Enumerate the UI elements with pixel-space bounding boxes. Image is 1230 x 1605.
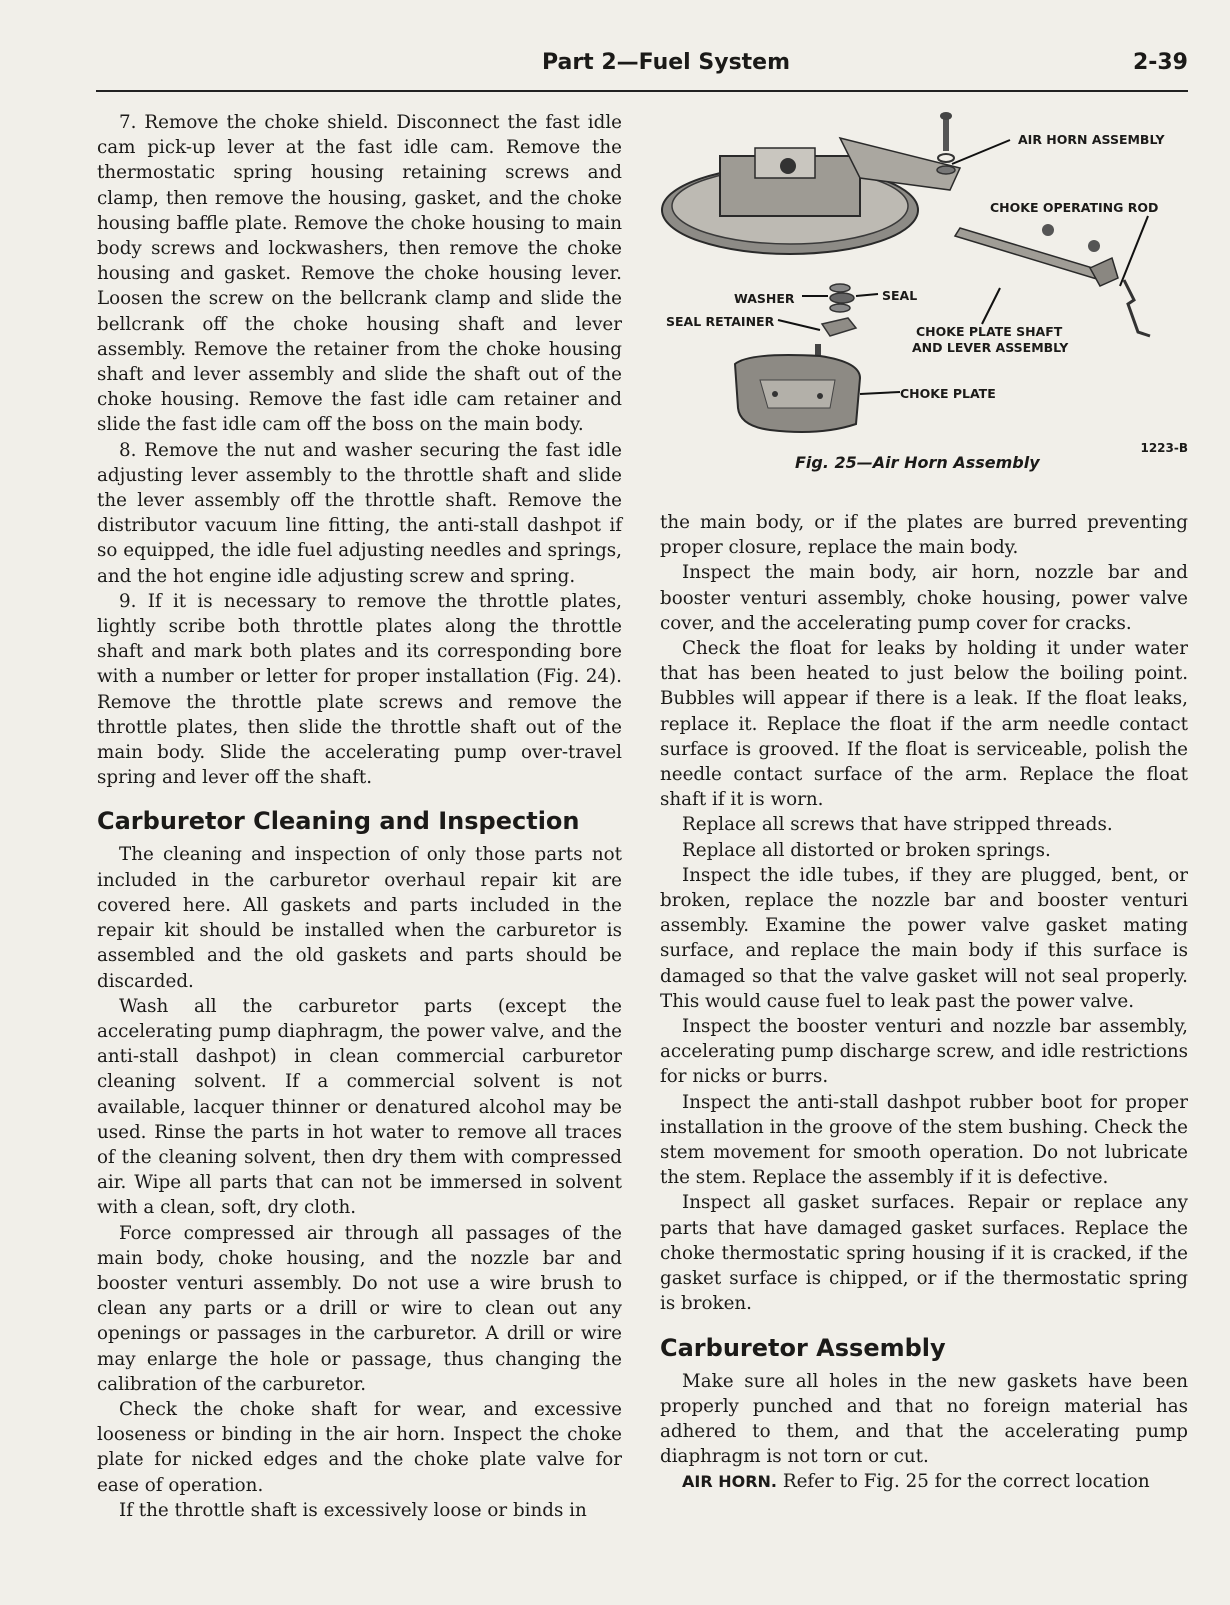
runin-text: Refer to Fig. 25 for the correct location xyxy=(777,1471,1150,1493)
label-seal-retainer: SEAL RETAINER xyxy=(666,314,775,329)
body-paragraph: The cleaning and inspection of only those parts not included in the carburetor overhaul repair kit are covered here. All gaskets and parts included in the repair kit should be installed when the carburetor is assembled and the old gaskets and parts should be discarded. xyxy=(97,844,622,992)
label-choke-plate: CHOKE PLATE xyxy=(900,386,996,401)
section-heading-assembly: Carburetor Assembly xyxy=(660,1333,946,1362)
body-paragraph: Inspect the main body, air horn, nozzle bar and booster venturi assembly, choke housing, power valve cover, and the accelerating pump cover for cracks. xyxy=(660,562,1188,634)
label-seal: SEAL xyxy=(882,288,918,303)
body-paragraph: Check the float for leaks by holding it under water that has been heated to just below the boiling point. Bubbles will appear if there is a leak. If the float leaks, replace it. Replace the float if the arm needle contact surface is grooved. If the float is serviceable, polish the needle contact surface of the arm. Replace the float shaft if it is worn. xyxy=(660,638,1188,811)
body-paragraph: 9. If it is necessary to remove the throttle plates, lightly scribe both throttle plates along the throttle shaft and mark both plates and its corresponding bore with a number or letter for proper installation (Fig. 24). Remove the throttle plate screws and remove the throttle plates, then slide the throttle shaft out of the main body. Slide the accelerating pump over-travel spring and lever off the shaft. xyxy=(97,590,622,789)
body-paragraph: Inspect the anti-stall dashpot rubber boot for proper installation in the groove of the stem bushing. Check the stem movement for smooth operation. Do not lubricate the stem. Replace the assembly if it is defective. xyxy=(660,1091,1188,1189)
body-paragraph: Make sure all holes in the new gaskets have been properly punched and that no foreign material has adhered to them, and that the accelerating pump diaphragm is not torn or cut. xyxy=(660,1370,1188,1468)
label-choke-operating-rod: CHOKE OPERATING ROD xyxy=(990,200,1159,215)
label-choke-plate-shaft-line2: AND LEVER ASSEMBLY xyxy=(912,340,1069,355)
body-paragraph: If the throttle shaft is excessively loose or binds in xyxy=(119,1499,587,1521)
runin-label: AIR HORN. xyxy=(682,1472,778,1492)
page-header xyxy=(96,50,1188,92)
body-paragraph: Replace all distorted or broken springs. xyxy=(682,839,1051,861)
body-paragraph: 8. Remove the nut and washer securing the fast idle adjusting lever assembly to the throttle shaft and slide the lever assembly off the throttle shaft. Remove the distributor vacuum line fitting, the anti-stall dashpot if so equipped, the idle fuel adjusting needles and springs, and the hot engine idle adjusting screw and spring. xyxy=(97,439,622,587)
body-paragraph: Inspect all gasket surfaces. Repair or replace any parts that have damaged gasket surfaces. Replace the choke thermostatic spring housing if it is cracked, if the gasket surface is chipped, or if the thermostatic spring is broken. xyxy=(660,1192,1188,1315)
right-column xyxy=(660,510,1188,1495)
body-paragraph: the main body, or if the plates are burred preventing proper closure, replace the main body. xyxy=(660,512,1188,559)
body-paragraph: Inspect the booster venturi and nozzle bar assembly, accelerating pump discharge screw, and idle restrictions for nicks or burrs. xyxy=(660,1016,1188,1088)
body-paragraph-air-horn xyxy=(660,1469,1188,1494)
figure-air-horn xyxy=(660,108,1190,488)
body-paragraph: Check the choke shaft for wear, and excessive looseness or binding in the air horn. Inspect the choke plate for nicked edges and the choke plate valve for ease of operation. xyxy=(97,1398,622,1496)
label-washer: WASHER xyxy=(734,291,795,306)
left-column xyxy=(97,110,622,1523)
body-paragraph: 7. Remove the choke shield. Disconnect the fast idle cam pick-up lever at the fast idle cam. Remove the thermostatic spring housing retaining screws and clamp, then remove the housing, gasket, and the choke housing baffle plate. Remove the choke housing to main body screws and lockwashers, then remove the choke housing and gasket. Remove the choke housing lever. Loosen the screw on the bellcrank clamp and slide the bellcrank off the choke housing shaft and lever assembly. Remove the retainer from the choke housing shaft and lever assembly and slide the shaft out of the choke housing. Remove the fast idle cam retainer and slide the fast idle cam off the boss on the main body. xyxy=(97,112,622,436)
section-heading-cleaning: Carburetor Cleaning and Inspection xyxy=(97,807,580,836)
running-head-title: Part 2—Fuel System xyxy=(541,50,791,75)
body-paragraph: Force compressed air through all passages of the main body, choke housing, and the nozzle bar and booster venturi assembly. Do not use a wire brush to clean any parts or a drill or wire to clean out any openings or passages in the carburetor. A drill or wire may enlarge the hole or passage, thus changing the calibration of the carburetor. xyxy=(97,1222,622,1395)
body-paragraph: Replace all screws that have stripped threads. xyxy=(682,814,1113,836)
body-paragraph: Inspect the idle tubes, if they are plugged, bent, or broken, replace the nozzle bar and booster venturi assembly. Examine the power valve gasket mating surface, and replace the main body if this surface is damaged so that the valve gasket will not seal properly. This would cause fuel to leak past the power valve. xyxy=(660,864,1188,1012)
label-air-horn-assembly: AIR HORN ASSEMBLY xyxy=(1018,132,1165,147)
figure-number: 1223-B xyxy=(1140,441,1188,455)
figure-caption: Fig. 25—Air Horn Assembly xyxy=(795,453,1040,472)
label-choke-plate-shaft-line1: CHOKE PLATE SHAFT xyxy=(916,324,1063,339)
body-paragraph: Wash all the carburetor parts (except the accelerating pump diaphragm, the power valve, and the anti-stall dashpot) in clean commercial carburetor cleaning solvent. If a commercial solvent is not available, lacquer thinner or denatured alcohol may be used. Rinse the parts in hot water to remove all traces of the cleaning solvent, then dry them with compressed air. Wipe all parts that can not be immersed in solvent with a clean, soft, dry cloth. xyxy=(97,995,622,1219)
page-number: 2-39 xyxy=(1132,50,1188,75)
